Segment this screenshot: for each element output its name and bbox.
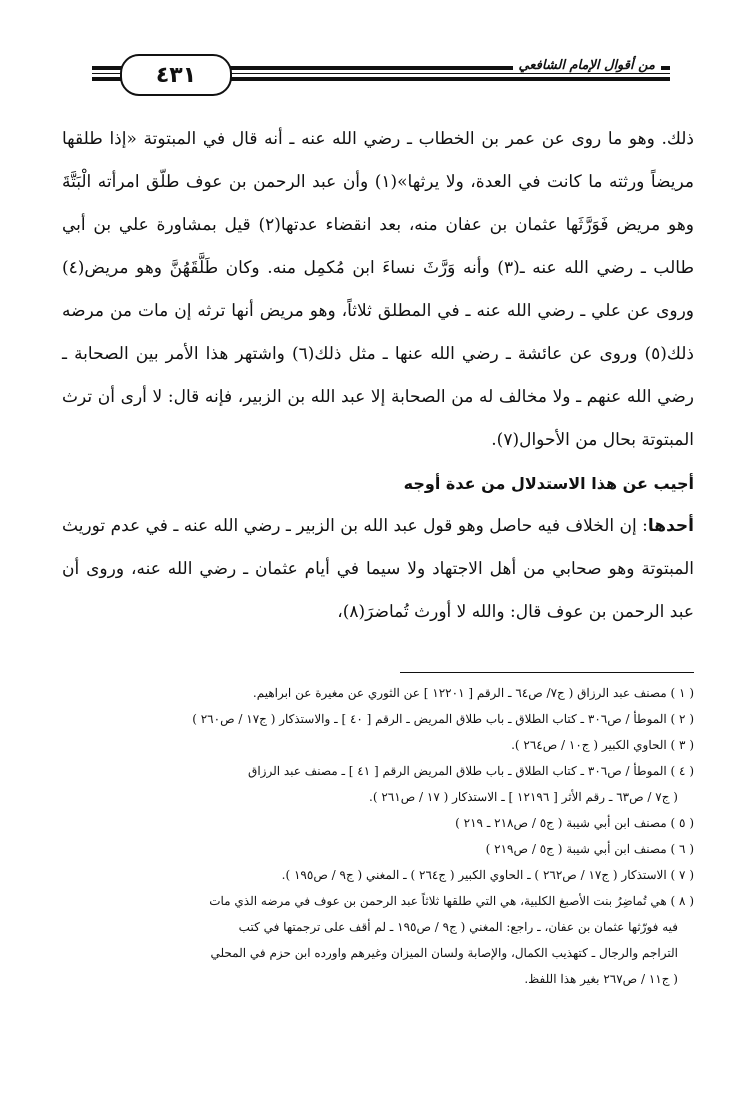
- paragraph-2-text: : إن الخلاف فيه حاصل وهو قول عبد الله بن الزبير ـ رضي الله عنه ـ في عدم توريث المبتوتة وهو صحابي من أهل الاجتهاد ولا سيما في أيام عثمان ـ رضي الله عنه، وروى أن عبد الرحمن بن عوف قال: والله لا أورث تُماضرَ(٨)،: [62, 516, 694, 622]
- footnote-4-continued: ( ج٧ / ص٦٣ ـ رقم الأثر [ ١٢١٩٦ ] ـ الاستذكار ( ١٧ / ص٢٦١ ).: [369, 790, 678, 804]
- section-heading: أجيب عن هذا الاستدلال من عدة أوجه: [403, 474, 694, 493]
- page-header: [0, 0, 755, 110]
- paragraph-2-lead: أحدها: [647, 516, 694, 536]
- main-text: [62, 118, 694, 634]
- paragraph-2: [62, 505, 694, 634]
- footnote-8-continued-3: ( ج١١ / ص٢٦٧ بغير هذا اللفظ.: [524, 972, 678, 986]
- footnote-8-continued-1: فيه فورّثها عثمان بن عفان، ـ راجع: المغني ( ج٩ / ص١٩٥ ـ لم أقف على ترجمتها في كتب: [238, 920, 678, 934]
- footnote-1: ( ١ ) مصنف عبد الرزاق ( ج٧/ ص٦٤ ـ الرقم [ ١٢٢٠١ ] عن الثوري عن مغيرة عن ابراهيم.: [252, 686, 694, 700]
- footnote-8: ( ٨ ) هي تُماضِرُ بنت الأصبغ الكلبية، هي التي طلقها ثلاثاً عبد الرحمن بن عوف في مرضه الذي مات: [209, 894, 694, 908]
- running-title: من أقوال الإمام الشافعي: [513, 58, 662, 73]
- footnote-3: ( ٣ ) الحاوي الكبير ( ج١٠ / ص٢٦٤ ).: [511, 738, 694, 752]
- footnotes: [62, 680, 694, 992]
- footnote-6: ( ٦ ) مصنف ابن أبي شيبة ( ج٥ / ص٢١٩ ): [485, 842, 694, 856]
- footnote-2: ( ٢ ) الموطأ / ص٣٠٦ ـ كتاب الطلاق ـ باب طلاق المريض ـ الرقم [ ٤٠ ] ـ والاستذكار ( ج١٧ / ص٢٦٠ ): [192, 712, 694, 726]
- page-number-badge: [120, 54, 232, 96]
- footnote-8-continued-2: التراجم والرجال ـ كتهذيب الكمال، والإصابة ولسان الميزان وغيرهم واورده ابن حزم في المحلي: [210, 946, 678, 960]
- footnote-4: ( ٤ ) الموطأ / ص٣٠٦ ـ كتاب الطلاق ـ باب طلاق المريض الرقم [ ٤١ ] ـ مصنف عبد الرزاق: [248, 764, 694, 778]
- page-number: ٤٣١: [155, 62, 197, 88]
- footnote-5: ( ٥ ) مصنف ابن أبي شيبة ( ج٥ / ص٢١٨ ـ ٢١٩ ): [455, 816, 694, 830]
- paragraph-1: ذلك. وهو ما روى عن عمر بن الخطاب ـ رضي الله عنه ـ أنه قال في المبتوتة «إذا طلقها مريضاً ورثته ما كانت في العدة، ولا يرثها»(١) وأن عبد الرحمن بن عوف طلّق امرأته الْبَتَّةَ وهو مريض فَوَرَّثَها عثمان بن عفان منه، بعد انقضاء عدتها(٢) قيل بمشاورة علي بن أبي طالب ـ رضي الله عنه ـ(٣) وأنه وَرَّثَ نساءَ ابن مُكمِل منه. وكان طَلَّقَهُنَّ وهو مريض(٤) وروى عن علي ـ رضي الله عنه ـ في المطلق ثلاثاً، وهو مريض أنها ترثه إن مات من مرضه ذلك(٥) وروى عن عائشة ـ رضي الله عنها ـ مثل ذلك(٦) واشتهر هذا الأمر بين الصحابة ـ رضي الله عنهم ـ ولا مخالف له من الصحابة إلا عبد الله بن الزبير، فإنه قال: لا أرى أن ترث المبتوتة بحال من الأحوال(٧).: [62, 129, 695, 450]
- footnote-7: ( ٧ ) الاستذكار ( ج١٧ / ص٢٦٢ ) ـ الحاوي الكبير ( ج٢٦٤ ) ـ المغني ( ج٩ / ص١٩٥ ).: [281, 868, 694, 882]
- footnote-separator: [400, 672, 694, 673]
